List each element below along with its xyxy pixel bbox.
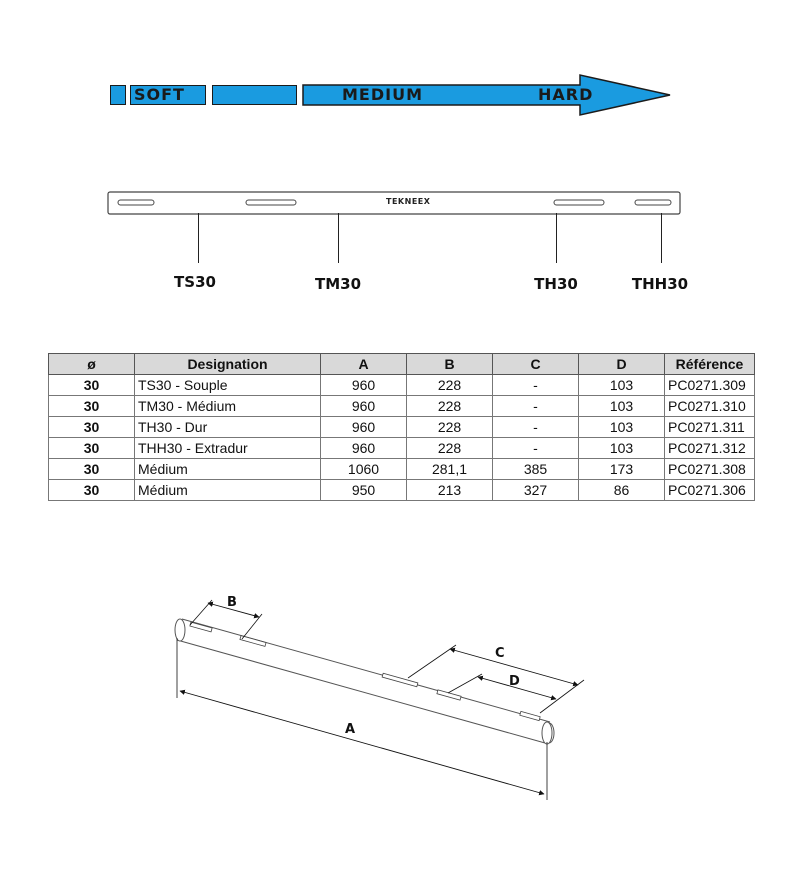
dimension-d — [448, 674, 556, 699]
cell-d: 103 — [579, 375, 665, 396]
brand-logo: TEKNEEX — [386, 197, 431, 206]
header-diameter: ø — [49, 354, 135, 375]
cell-b: 228 — [407, 438, 493, 459]
table-row — [49, 459, 755, 480]
cell-diameter: 30 — [49, 396, 135, 417]
cell-designation: TH30 - Dur — [135, 417, 321, 438]
cell-b: 228 — [407, 417, 493, 438]
header-c: C — [493, 354, 579, 375]
header-reference: Référence — [665, 354, 755, 375]
dimension-label-d: D — [509, 674, 520, 689]
dimension-diagram — [160, 590, 600, 810]
cell-c: - — [493, 375, 579, 396]
leader-line-tm30 — [338, 213, 339, 263]
header-b: B — [407, 354, 493, 375]
header-a: A — [321, 354, 407, 375]
cell-a: 960 — [321, 438, 407, 459]
header-d: D — [579, 354, 665, 375]
cell-diameter: 30 — [49, 375, 135, 396]
hard-label: HARD — [538, 85, 594, 104]
cell-designation: TM30 - Médium — [135, 396, 321, 417]
cell-reference: PC0271.306 — [665, 480, 755, 501]
dimension-label-c: C — [495, 646, 505, 661]
header-designation: Designation — [135, 354, 321, 375]
cell-d: 173 — [579, 459, 665, 480]
cell-reference: PC0271.310 — [665, 396, 755, 417]
table-row — [49, 438, 755, 459]
cell-c: - — [493, 417, 579, 438]
cell-a: 960 — [321, 396, 407, 417]
cell-c: 327 — [493, 480, 579, 501]
table-row — [49, 396, 755, 417]
cell-reference: PC0271.309 — [665, 375, 755, 396]
cell-b: 213 — [407, 480, 493, 501]
rod — [175, 619, 554, 744]
label-th30: TH30 — [534, 275, 578, 293]
leader-line-ts30 — [198, 213, 199, 263]
table-row — [49, 480, 755, 501]
label-ts30: TS30 — [174, 273, 216, 291]
soft-label: SOFT — [134, 85, 185, 104]
hardness-segment-gap — [212, 85, 297, 105]
cell-reference: PC0271.308 — [665, 459, 755, 480]
cell-reference: PC0271.312 — [665, 438, 755, 459]
hardness-segment-small — [110, 85, 126, 105]
label-thh30: THH30 — [631, 275, 689, 293]
cell-c: - — [493, 438, 579, 459]
cell-designation: THH30 - Extradur — [135, 438, 321, 459]
leader-line-thh30 — [661, 213, 662, 263]
cell-a: 960 — [321, 375, 407, 396]
cell-d: 103 — [579, 417, 665, 438]
dimension-label-b: B — [227, 595, 237, 610]
label-tm30: TM30 — [314, 275, 362, 293]
table-header-row — [49, 354, 755, 375]
cell-reference: PC0271.311 — [665, 417, 755, 438]
cell-a: 950 — [321, 480, 407, 501]
cell-d: 86 — [579, 480, 665, 501]
table-row — [49, 375, 755, 396]
cell-b: 228 — [407, 375, 493, 396]
cell-designation: TS30 - Souple — [135, 375, 321, 396]
cell-d: 103 — [579, 438, 665, 459]
cell-diameter: 30 — [49, 459, 135, 480]
spec-table — [48, 353, 755, 501]
cell-designation: Médium — [135, 459, 321, 480]
cell-b: 228 — [407, 396, 493, 417]
cell-b: 281,1 — [407, 459, 493, 480]
leader-line-th30 — [556, 213, 557, 263]
dimension-label-a: A — [345, 722, 356, 737]
cell-diameter: 30 — [49, 417, 135, 438]
dimension-a — [177, 638, 547, 800]
cell-diameter: 30 — [49, 480, 135, 501]
cell-designation: Médium — [135, 480, 321, 501]
table-row — [49, 417, 755, 438]
cell-c: - — [493, 396, 579, 417]
cell-d: 103 — [579, 396, 665, 417]
cell-c: 385 — [493, 459, 579, 480]
cell-a: 960 — [321, 417, 407, 438]
cell-a: 1060 — [321, 459, 407, 480]
dimension-b — [190, 600, 262, 639]
medium-label: MEDIUM — [342, 85, 423, 104]
cell-diameter: 30 — [49, 438, 135, 459]
